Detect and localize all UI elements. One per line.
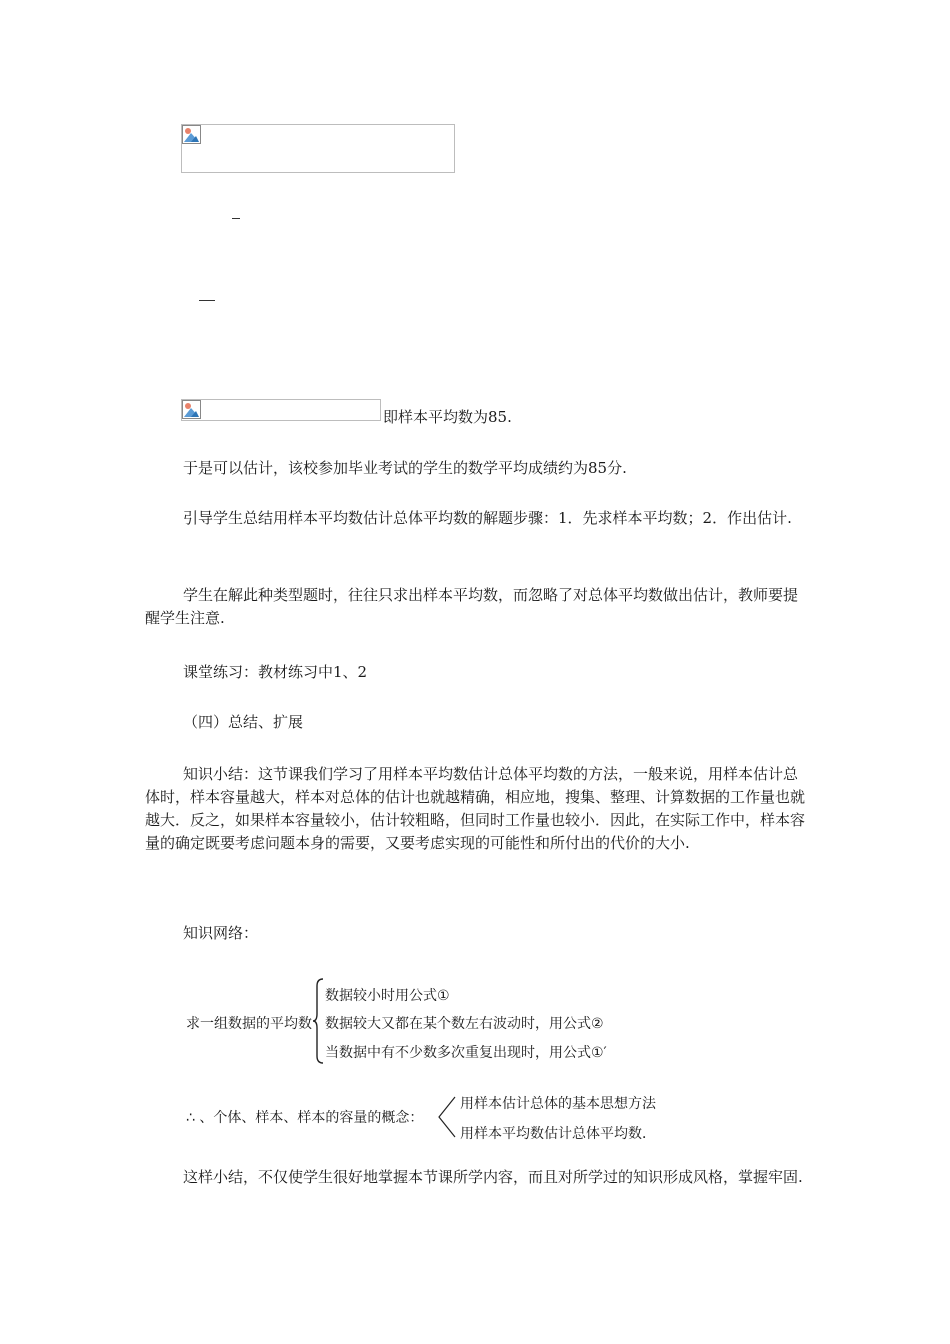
angle-bracket	[437, 1095, 457, 1139]
paragraph: 于是可以估计，该校参加毕业考试的学生的数学平均成绩约为85分.	[183, 459, 627, 477]
decorative-dash	[232, 218, 240, 219]
concept-branch: 用样本估计总体的基本思想方法	[460, 1096, 656, 1112]
paragraph: 知识网络：	[183, 924, 259, 942]
paragraph: 知识小结：这节课我们学习了用样本平均数估计总体平均数的方法，一般来说，用样本估计总体时，样本容量越大，样本对总体的估计也就越精确，相应地，搜集、整理、计算数据的工作量也就越大．反之，如果样本容量较小，估计较粗略，但同时工作量也较小．因此，在实际工作中，样本容量的确定既要考虑问题本身的需要，又要考虑实现的可能性和所付出的代价的大小.	[145, 765, 806, 852]
concept-branch: 用样本平均数估计总体平均数．	[460, 1126, 656, 1142]
section-heading: （四）总结、扩展	[183, 713, 304, 731]
network-branch: 数据较小时用公式①	[325, 988, 450, 1004]
paragraph: 学生在解此种类型题时，往往只求出样本平均数，而忽略了对总体平均数做出估计，教师要提醒学生注意.	[145, 586, 799, 627]
paragraph: 这样小结，不仅使学生很好地掌握本节课所学内容，而且对所学过的知识形成风格，掌握牢固.	[183, 1168, 803, 1186]
image-placeholder	[181, 124, 455, 173]
concept-root: ∴ 、个体、样本、样本的容量的概念：	[186, 1110, 424, 1126]
image-placeholder	[181, 399, 381, 421]
broken-image-icon	[182, 125, 201, 144]
sample-mean-text: 即样本平均数为85.	[383, 408, 512, 426]
left-brace	[312, 978, 324, 1064]
network-branch: 数据较大又都在某个数左右波动时，用公式②	[325, 1016, 604, 1032]
broken-image-icon	[182, 400, 201, 419]
paragraph: 引导学生总结用样本平均数估计总体平均数的解题步骤：1．先求样本平均数；2．作出估计.	[183, 509, 792, 527]
paragraph: 课堂练习：教材练习中1、2	[183, 663, 368, 681]
decorative-dash	[199, 300, 215, 301]
network-root: 求一组数据的平均数	[186, 1016, 312, 1032]
network-branch: 当数据中有不少数多次重复出现时，用公式①′	[325, 1045, 607, 1061]
